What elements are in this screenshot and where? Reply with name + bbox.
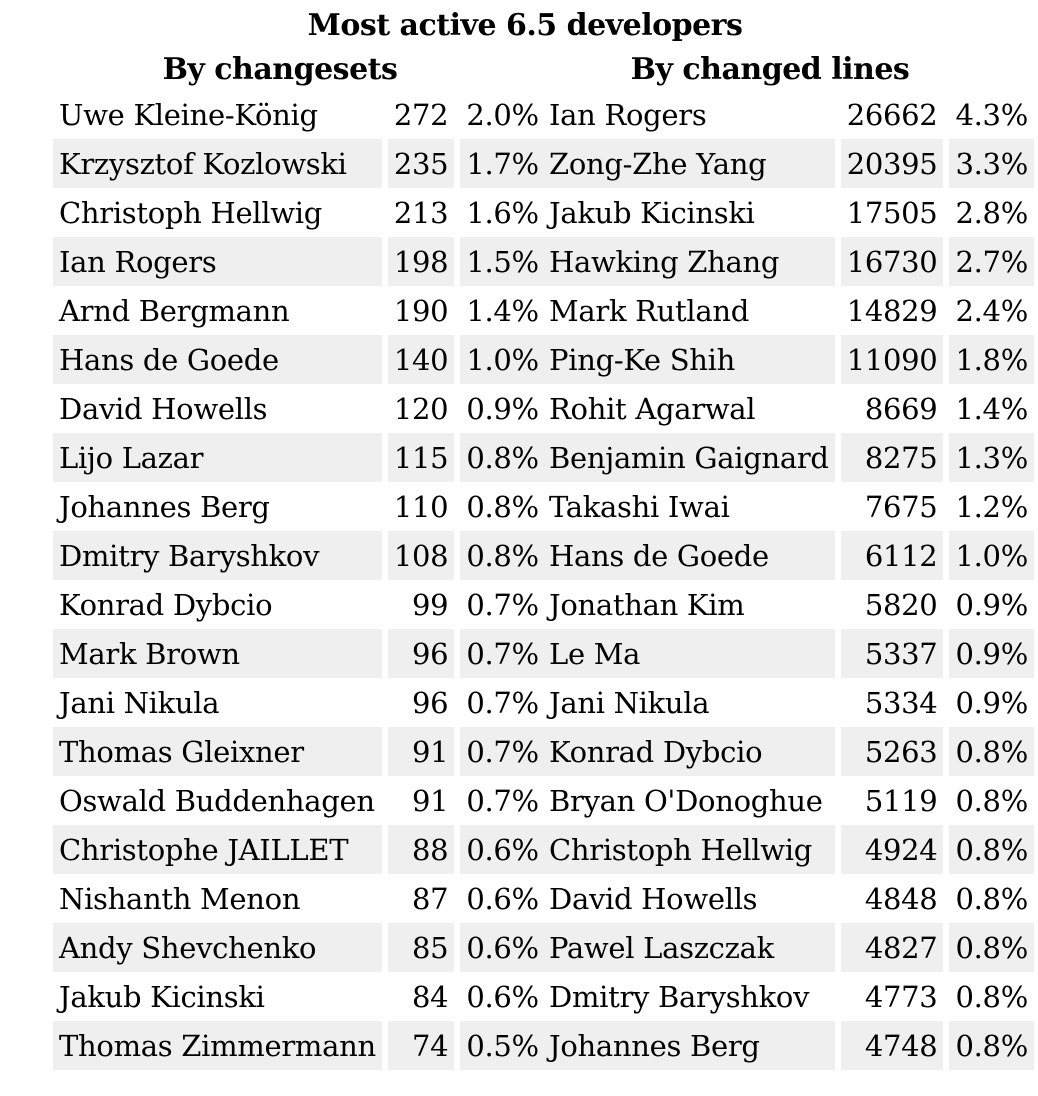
count-cell: 4848 bbox=[864, 881, 938, 916]
table-row bbox=[53, 188, 545, 237]
percent-cell: 0.8% bbox=[949, 1021, 1033, 1070]
table-row bbox=[543, 139, 1034, 188]
table-row bbox=[53, 237, 545, 286]
changesets-heading: By changesets bbox=[162, 52, 398, 87]
percent-cell: 0.8% bbox=[460, 433, 544, 482]
developer-name-cell: Ping-Ke Shih bbox=[543, 335, 835, 384]
developer-name-cell: Mark Brown bbox=[53, 629, 382, 678]
count-cell: 14829 bbox=[846, 293, 938, 328]
developer-name-cell: Krzysztof Kozlowski bbox=[53, 139, 382, 188]
percent-cell: 1.4% bbox=[955, 391, 1028, 426]
count-cell: 5334 bbox=[864, 685, 938, 720]
count-cell: 140 bbox=[388, 335, 454, 384]
percent-cell: 2.4% bbox=[955, 293, 1028, 328]
percent-cell: 2.8% bbox=[955, 195, 1028, 230]
developer-name-cell: Uwe Kleine-König bbox=[59, 97, 318, 132]
developer-name-cell: Christoph Hellwig bbox=[543, 825, 835, 874]
table-row bbox=[543, 90, 1034, 139]
percent-cell: 0.6% bbox=[460, 825, 544, 874]
count-cell: 8275 bbox=[841, 433, 944, 482]
developer-name-cell: Lijo Lazar bbox=[53, 433, 382, 482]
table-row bbox=[53, 923, 545, 972]
percent-cell: 0.8% bbox=[949, 825, 1033, 874]
count-cell: 4924 bbox=[841, 825, 944, 874]
count-cell: 96 bbox=[412, 685, 449, 720]
percent-cell: 0.9% bbox=[955, 685, 1028, 720]
table-row bbox=[53, 482, 545, 531]
percent-cell: 0.7% bbox=[460, 629, 544, 678]
table-row bbox=[53, 531, 545, 580]
table-row bbox=[53, 972, 545, 1021]
count-cell: 198 bbox=[388, 237, 454, 286]
percent-cell: 1.2% bbox=[955, 489, 1028, 524]
count-cell: 85 bbox=[388, 923, 454, 972]
table-row bbox=[543, 531, 1034, 580]
developer-name-cell: Jonathan Kim bbox=[549, 587, 745, 622]
table-row bbox=[543, 335, 1034, 384]
table-row bbox=[53, 727, 545, 776]
table-row bbox=[543, 776, 1034, 825]
count-cell: 6112 bbox=[841, 531, 944, 580]
percent-cell: 0.8% bbox=[955, 783, 1028, 818]
percent-cell: 1.0% bbox=[460, 335, 544, 384]
percent-cell: 1.3% bbox=[949, 433, 1033, 482]
percent-cell: 0.7% bbox=[460, 727, 544, 776]
developer-name-cell: Dmitry Baryshkov bbox=[53, 531, 382, 580]
percent-cell: 1.6% bbox=[466, 195, 539, 230]
table-row bbox=[543, 286, 1034, 335]
count-cell: 190 bbox=[393, 293, 449, 328]
table-row bbox=[543, 384, 1034, 433]
count-cell: 17505 bbox=[846, 195, 938, 230]
count-cell: 26662 bbox=[846, 97, 938, 132]
percent-cell: 0.5% bbox=[460, 1021, 544, 1070]
percent-cell: 0.8% bbox=[460, 531, 544, 580]
table-row bbox=[543, 678, 1034, 727]
table-row bbox=[543, 482, 1034, 531]
developer-name-cell: Benjamin Gaignard bbox=[543, 433, 835, 482]
count-cell: 108 bbox=[388, 531, 454, 580]
table-row bbox=[53, 139, 545, 188]
developer-name-cell: Takashi Iwai bbox=[549, 489, 730, 524]
table-row bbox=[53, 580, 545, 629]
changesets-table bbox=[47, 90, 551, 1070]
developer-name-cell: Hawking Zhang bbox=[543, 237, 835, 286]
count-cell: 91 bbox=[388, 727, 454, 776]
percent-cell: 0.8% bbox=[949, 727, 1033, 776]
count-cell: 20395 bbox=[841, 139, 944, 188]
percent-cell: 2.0% bbox=[466, 97, 539, 132]
table-row bbox=[53, 678, 545, 727]
count-cell: 87 bbox=[412, 881, 449, 916]
percent-cell: 1.0% bbox=[949, 531, 1033, 580]
count-cell: 235 bbox=[388, 139, 454, 188]
developer-name-cell: Bryan O'Donoghue bbox=[549, 783, 823, 818]
changed-lines-table bbox=[537, 90, 1038, 1070]
percent-cell: 1.5% bbox=[460, 237, 544, 286]
percent-cell: 0.9% bbox=[466, 391, 539, 426]
count-cell: 213 bbox=[393, 195, 449, 230]
count-cell: 4827 bbox=[841, 923, 944, 972]
percent-cell: 0.8% bbox=[955, 881, 1028, 916]
developer-name-cell: Dmitry Baryshkov bbox=[549, 979, 810, 1014]
count-cell: 84 bbox=[412, 979, 449, 1014]
developer-name-cell: Ian Rogers bbox=[549, 97, 707, 132]
table-row bbox=[53, 286, 545, 335]
developer-name-cell: Thomas Zimmermann bbox=[53, 1021, 382, 1070]
page-title: Most active 6.5 developers bbox=[307, 8, 743, 43]
developer-name-cell: Christophe JAILLET bbox=[53, 825, 382, 874]
table-row bbox=[53, 776, 545, 825]
developer-name-cell: Nishanth Menon bbox=[59, 881, 301, 916]
percent-cell: 0.8% bbox=[466, 489, 539, 524]
developer-name-cell: Le Ma bbox=[543, 629, 835, 678]
count-cell: 4773 bbox=[864, 979, 938, 1014]
table-row bbox=[53, 825, 545, 874]
count-cell: 110 bbox=[393, 489, 449, 524]
developer-name-cell: Johannes Berg bbox=[543, 1021, 835, 1070]
percent-cell: 0.9% bbox=[955, 587, 1028, 622]
developer-name-cell: David Howells bbox=[549, 881, 758, 916]
table-row bbox=[543, 972, 1034, 1021]
count-cell: 5820 bbox=[864, 587, 938, 622]
percent-cell: 1.4% bbox=[466, 293, 539, 328]
table-row bbox=[53, 335, 545, 384]
count-cell: 120 bbox=[393, 391, 449, 426]
count-cell: 11090 bbox=[841, 335, 944, 384]
table-row bbox=[543, 727, 1034, 776]
count-cell: 4748 bbox=[841, 1021, 944, 1070]
developer-name-cell: Konrad Dybcio bbox=[543, 727, 835, 776]
count-cell: 16730 bbox=[841, 237, 944, 286]
developer-name-cell: Rohit Agarwal bbox=[549, 391, 756, 426]
count-cell: 96 bbox=[388, 629, 454, 678]
count-cell: 7675 bbox=[864, 489, 938, 524]
count-cell: 8669 bbox=[864, 391, 938, 426]
table-row bbox=[543, 923, 1034, 972]
count-cell: 5119 bbox=[864, 783, 938, 818]
developer-name-cell: Pawel Laszczak bbox=[543, 923, 835, 972]
table-row bbox=[543, 188, 1034, 237]
table-row bbox=[53, 1021, 545, 1070]
percent-cell: 0.8% bbox=[955, 979, 1028, 1014]
percent-cell: 0.6% bbox=[466, 979, 539, 1014]
table-row bbox=[543, 237, 1034, 286]
percent-cell: 1.7% bbox=[460, 139, 544, 188]
percent-cell: 3.3% bbox=[949, 139, 1033, 188]
table-row bbox=[543, 874, 1034, 923]
table-row bbox=[543, 629, 1034, 678]
developer-name-cell: Jakub Kicinski bbox=[59, 979, 265, 1014]
developer-name-cell: Hans de Goede bbox=[53, 335, 382, 384]
developer-name-cell: Hans de Goede bbox=[543, 531, 835, 580]
percent-cell: 0.6% bbox=[466, 881, 539, 916]
count-cell: 91 bbox=[412, 783, 449, 818]
percent-cell: 0.8% bbox=[949, 923, 1033, 972]
changed-lines-heading: By changed lines bbox=[630, 52, 910, 87]
percent-cell: 0.7% bbox=[466, 587, 539, 622]
table-row bbox=[53, 433, 545, 482]
table-row bbox=[53, 874, 545, 923]
developer-name-cell: Zong-Zhe Yang bbox=[543, 139, 835, 188]
table-row bbox=[53, 384, 545, 433]
developer-name-cell: Jani Nikula bbox=[59, 685, 220, 720]
developer-name-cell: Christoph Hellwig bbox=[59, 195, 323, 230]
percent-cell: 0.6% bbox=[460, 923, 544, 972]
percent-cell: 0.9% bbox=[949, 629, 1033, 678]
developer-name-cell: Johannes Berg bbox=[59, 489, 270, 524]
developer-name-cell: Thomas Gleixner bbox=[53, 727, 382, 776]
count-cell: 5263 bbox=[841, 727, 944, 776]
count-cell: 74 bbox=[388, 1021, 454, 1070]
percent-cell: 1.8% bbox=[949, 335, 1033, 384]
table-row bbox=[543, 825, 1034, 874]
count-cell: 272 bbox=[393, 97, 449, 132]
percent-cell: 0.7% bbox=[466, 783, 539, 818]
percent-cell: 0.7% bbox=[466, 685, 539, 720]
percent-cell: 4.3% bbox=[955, 97, 1028, 132]
table-row bbox=[543, 1021, 1034, 1070]
count-cell: 115 bbox=[388, 433, 454, 482]
count-cell: 99 bbox=[412, 587, 449, 622]
count-cell: 5337 bbox=[841, 629, 944, 678]
developer-name-cell: Mark Rutland bbox=[549, 293, 750, 328]
table-row bbox=[543, 580, 1034, 629]
table-row bbox=[543, 433, 1034, 482]
developer-name-cell: David Howells bbox=[59, 391, 268, 426]
developer-name-cell: Jani Nikula bbox=[549, 685, 710, 720]
developer-name-cell: Jakub Kicinski bbox=[549, 195, 755, 230]
table-row bbox=[53, 90, 545, 139]
count-cell: 88 bbox=[388, 825, 454, 874]
developer-name-cell: Oswald Buddenhagen bbox=[59, 783, 375, 818]
developer-name-cell: Arnd Bergmann bbox=[59, 293, 290, 328]
percent-cell: 2.7% bbox=[949, 237, 1033, 286]
developer-name-cell: Konrad Dybcio bbox=[59, 587, 273, 622]
developer-name-cell: Andy Shevchenko bbox=[53, 923, 382, 972]
table-row bbox=[53, 629, 545, 678]
developer-name-cell: Ian Rogers bbox=[53, 237, 382, 286]
